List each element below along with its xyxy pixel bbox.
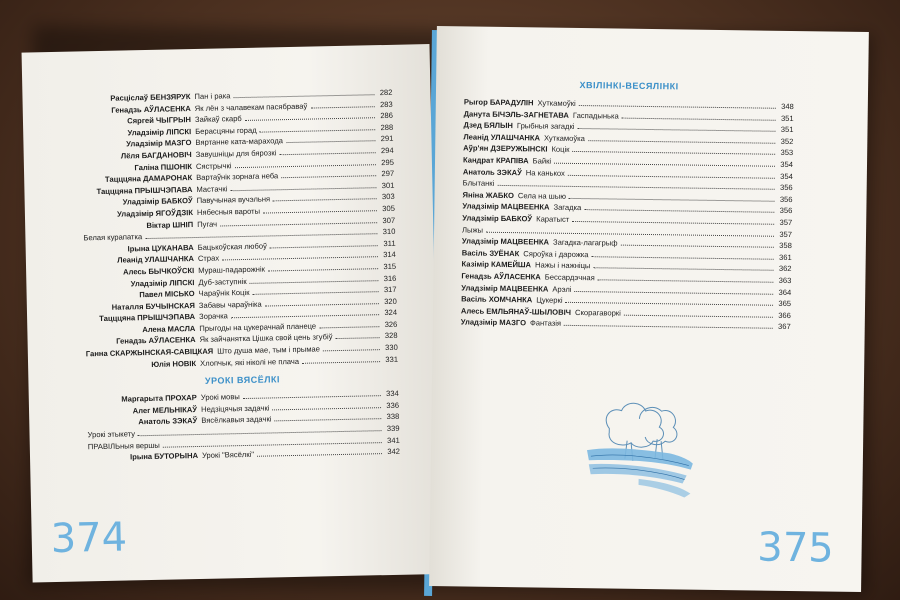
toc-author: Уладзімір ЯГОЎДЗІК — [116, 207, 194, 219]
toc-page-number: 307 — [382, 215, 396, 225]
toc-page-number: 320 — [384, 296, 397, 306]
toc-leader-dots — [566, 302, 774, 306]
toc-leader-dots — [336, 338, 380, 340]
toc-author: Тацццяна ДАМАРОНАК — [104, 173, 193, 185]
toc-author: Казімір КАМЕЙША — [461, 259, 532, 270]
toc-title: Што душа мае, тым і прымае — [217, 344, 321, 356]
toc-leader-dots — [310, 106, 374, 108]
toc-leader-dots — [588, 140, 775, 144]
toc-page-number: 351 — [780, 125, 794, 135]
toc-title: Загадка-лагагрыф — [552, 237, 618, 248]
toc-page-number: 354 — [780, 159, 794, 169]
toc-page-number: 338 — [386, 412, 400, 422]
toc-page-number: 303 — [381, 192, 395, 202]
toc-author: Анатоль ЗЭКАЎ — [138, 416, 198, 427]
toc-leader-dots — [497, 185, 774, 190]
toc-title: Як зайчанятка Цішка свой цень згубіў — [199, 332, 333, 345]
toc-title: Мастачкі — [196, 184, 228, 194]
toc-title: Цукеркі — [536, 295, 563, 305]
toc-page-number: 282 — [379, 87, 393, 98]
toc-author: Леанід УЛАШЧАНКА — [463, 132, 541, 143]
toc-page-number: 339 — [386, 423, 400, 434]
toc-author: Генадзь АЎЛАСЕНКА — [111, 103, 191, 115]
toc-author: Аўр'ян ДЗЕРУЖЫНСКІ — [463, 143, 548, 154]
toc-leader-dots — [274, 419, 381, 422]
toc-author: Наталля БУЧЫНСКАЯ — [111, 300, 195, 312]
toc-leader-dots — [231, 314, 379, 318]
toc-title: Хуткамоўкі — [537, 98, 576, 108]
toc-author: Анатоль ЗЭКАЎ — [462, 166, 522, 177]
toc-title: Бессардэчная — [544, 272, 595, 283]
toc-title: Вартаўнік зорнага неба — [196, 171, 279, 183]
toc-page-number: 286 — [380, 111, 394, 121]
toc-title: Байкі — [532, 156, 552, 166]
toc-page-number: 356 — [779, 194, 793, 204]
left-toc — [80, 87, 400, 464]
toc-title: Павучыная вучэльня — [196, 194, 271, 206]
toc-author: Васіль ХОМЧАНКА — [461, 294, 533, 305]
toc-page-number: 356 — [779, 206, 793, 216]
toc-author: Лёля БАГДАНОВІЧ — [120, 150, 192, 161]
toc-author: Рыгор БАРАДУЛІН — [463, 97, 534, 108]
toc-title: Каратыст — [536, 214, 570, 224]
toc-title: Зорачка — [199, 311, 228, 322]
toc-page-number: 310 — [382, 226, 396, 237]
toc-title: Мураш-падарожнік — [198, 264, 266, 275]
toc-page-number: 358 — [779, 240, 792, 251]
right-toc — [461, 78, 794, 332]
toc-page-number: 297 — [381, 168, 395, 179]
toc-author: Маргарыта ПРОХАР — [121, 393, 197, 404]
toc-leader-dots — [593, 268, 773, 272]
toc-page-number: 353 — [780, 148, 794, 158]
toc-title: Чараўнік Коцік — [198, 287, 250, 299]
toc-author: Алесь ЕМЛЬЯНАЎ-ШЫЛОВІЧ — [460, 306, 572, 317]
toc-leader-dots — [323, 349, 380, 351]
toc-author: Галіна ПШОНІК — [134, 161, 193, 172]
toc-page-number: 315 — [383, 261, 397, 271]
toc-leader-dots — [622, 117, 776, 120]
toc-author: Алесь БЫЧКОЎСКІ — [122, 265, 195, 277]
toc-page-number: 314 — [383, 250, 396, 260]
toc-author: Уладзімір ЛІПСКІ — [130, 277, 195, 288]
toc-title: Фантазія — [529, 318, 562, 329]
toc-title: Лыжы — [462, 224, 484, 235]
toc-author: Алег МЕЛЬНІКАЎ — [132, 404, 198, 416]
toc-leader-dots — [222, 256, 378, 260]
toc-page-number: 367 — [778, 322, 791, 332]
toc-title: Загадка — [553, 203, 582, 213]
toc-page-number: 305 — [382, 203, 395, 214]
toc-title: Арэлі — [552, 284, 572, 294]
toc-leader-dots — [577, 128, 775, 132]
toc-leader-dots — [250, 280, 379, 284]
page-number-right: 375 — [756, 524, 834, 572]
toc-author: Уладзімір МАЗГО — [126, 138, 192, 149]
toc-page-number: 364 — [778, 287, 792, 297]
toc-leader-dots — [624, 314, 773, 317]
toc-title: На канькох — [525, 167, 565, 178]
toc-page-number: 334 — [385, 389, 399, 399]
toc-page-number: 291 — [380, 134, 394, 144]
toc-leader-dots — [554, 163, 775, 167]
toc-page-number: 301 — [381, 180, 395, 190]
toc-page-number: 366 — [778, 310, 791, 320]
toc-leader-dots — [260, 129, 376, 132]
left-toc-entries — [80, 87, 398, 372]
toc-title: Зайкаў скарб — [194, 114, 242, 125]
toc-title: Гаспадынька — [572, 110, 619, 121]
toc-title: Берасцяны горад — [195, 125, 257, 136]
toc-leader-dots — [598, 279, 774, 282]
toc-title: Пугач — [197, 219, 218, 229]
toc-title: Нябесныя вароты — [196, 206, 261, 217]
toc-author: Ірына ЦУКАНАВА — [127, 242, 194, 254]
toc-title: Вясёлкавыя задачкі — [201, 414, 272, 426]
toc-title: Страх — [197, 253, 220, 264]
toc-author: Дзед БЯЛЫН — [463, 120, 513, 131]
toc-author: Уладзімір ЛІПСКІ — [127, 126, 192, 138]
toc-author: Уладзімір МАЦВЕЕНКА — [461, 236, 550, 247]
toc-page-number: 361 — [778, 252, 792, 262]
toc-page-number: 362 — [778, 264, 792, 274]
toc-title: Нажы і нажніцы — [535, 260, 591, 271]
toc-leader-dots — [243, 395, 381, 399]
toc-page-number: 288 — [380, 122, 394, 132]
toc-page-number: 331 — [385, 354, 399, 364]
toc-page-number: 326 — [384, 319, 398, 329]
toc-page-number: 365 — [778, 298, 792, 309]
toc-author: Расціслаў БЕНЗЯРУК — [110, 92, 191, 103]
toc-page-number: 324 — [384, 308, 398, 318]
toc-author: Генадзь АЎЛАСЕНКА — [461, 271, 541, 282]
toc-author: Яніна ЖАБКО — [462, 190, 515, 200]
toc-leader-dots — [574, 290, 773, 294]
toc-leader-dots — [568, 174, 775, 178]
toc-author: Данута БІЧЭЛЬ-ЗАГНЕТАВА — [463, 109, 569, 120]
toc-page-number: 330 — [385, 342, 398, 353]
toc-leader-dots — [564, 325, 773, 329]
toc-title: Прыгоды на цукерачнай планеце — [199, 321, 317, 333]
toc-author: Уладзімір МАЗГО — [460, 317, 527, 328]
toc-author: Тацццяна ПРЫШЧЭПАВА — [99, 312, 196, 324]
toc-leader-dots — [253, 291, 379, 295]
toc-author: Сяргей ЧЫГРЫН — [127, 115, 192, 126]
toc-author: Юлія НОВІК — [151, 358, 197, 369]
toc-leader-dots — [273, 199, 377, 202]
toc-leader-dots — [579, 105, 776, 109]
section-heading-uroki: УРОКІ ВЯСЁЛКІ — [204, 374, 281, 387]
right-page — [429, 26, 869, 592]
toc-title: Скорагаворкі — [575, 307, 621, 318]
toc-page-number: 341 — [386, 435, 400, 445]
toc-author: Тацццяна ПРЫШЧЭПАВА — [96, 184, 193, 196]
toc-author: Леанід УЛАШЧАНКА — [117, 254, 194, 265]
toc-page-number: 295 — [381, 157, 395, 167]
toc-title: Коцік — [551, 145, 570, 155]
toc-leader-dots — [263, 210, 377, 213]
toc-leader-dots — [230, 187, 376, 191]
toc-title: Урокі "Вясёлкі" — [201, 450, 255, 461]
toc-title: ПРАВІЛЬныя вершы — [87, 440, 160, 451]
toc-leader-dots — [286, 141, 376, 144]
left-page — [22, 44, 441, 582]
toc-page-number: 357 — [779, 229, 793, 239]
toc-page-number: 356 — [779, 182, 793, 193]
toc-author: Васіль ЗУЁНАК — [461, 248, 520, 258]
toc-leader-dots — [220, 222, 377, 226]
toc-leader-dots — [584, 209, 774, 213]
toc-leader-dots — [265, 303, 379, 306]
toc-page-number: 328 — [384, 331, 398, 341]
toc-title: Белая курапатка — [83, 232, 143, 243]
toc-leader-dots — [569, 198, 775, 202]
toc-page-number: 348 — [781, 101, 794, 112]
toc-leader-dots — [572, 221, 774, 225]
toc-leader-dots — [621, 245, 774, 248]
toc-page-number: 357 — [779, 217, 793, 227]
toc-author: Алена МАСЛА — [142, 323, 196, 335]
toc-leader-dots — [302, 361, 380, 364]
toc-author: Уладзімір МАЦВЕЕНКА — [462, 201, 550, 212]
toc-author: Уладзімір БАБКОЎ — [122, 196, 193, 207]
toc-leader-dots — [257, 453, 382, 457]
toc-author: Уладзімір БАБКОЎ — [462, 213, 533, 224]
toc-author: Кандрат КРАПІВА — [462, 155, 529, 166]
toc-author: Уладзімір МАЦВЕЕНКА — [461, 282, 549, 294]
toc-page-number: 342 — [387, 446, 401, 457]
toc-title: Хлопчык, які ніколі не плача — [199, 356, 300, 368]
toc-title: Села на шыю — [517, 190, 567, 201]
toc-page-number: 317 — [383, 284, 397, 295]
toc-leader-dots — [279, 152, 375, 155]
toc-author: Віктар ШНІП — [146, 219, 194, 230]
toc-page-number: 283 — [379, 99, 393, 109]
toc-title: Дуб-заступнік — [198, 276, 247, 287]
toc-author: Ірына БУТОРЫНА — [129, 451, 199, 462]
toc-page-number: 354 — [780, 171, 793, 181]
toc-title: Грыбныя загадкі — [516, 121, 575, 132]
toc-title: Забавы чараўніка — [198, 299, 262, 310]
toc-title: Урокі этыкету — [87, 429, 136, 440]
toc-title: Сяроўка і дарожка — [523, 248, 589, 259]
toc-leader-dots — [572, 151, 775, 155]
left-toc-entries-bottom — [87, 388, 400, 464]
toc-title: Недзіцячыя задачкі — [200, 403, 270, 414]
toc-page-number: 352 — [780, 136, 794, 146]
toc-title: Вяртанне ката-марахода — [195, 136, 284, 148]
toc-leader-dots — [245, 117, 375, 121]
page-number-left: 374 — [50, 514, 128, 563]
toc-author: Генадзь АЎЛАСЕНКА — [116, 335, 196, 347]
toc-leader-dots — [268, 268, 378, 271]
toc-title: Урокі мовы — [200, 392, 240, 403]
toc-leader-dots — [272, 407, 381, 410]
toc-author: Павел МІСЬКО — [139, 289, 195, 300]
toc-leader-dots — [281, 175, 376, 178]
toc-leader-dots — [592, 256, 774, 260]
toc-title: Блытанкі — [462, 178, 495, 189]
toc-leader-dots — [235, 164, 376, 168]
toc-author: Ганна СКАРЖЫНСКАЯ-САВІЦКАЯ — [85, 346, 214, 359]
toc-leader-dots — [270, 245, 378, 248]
section-heading-khvilinki: ХВІЛІНКІ-ВЕСЯЛІНКІ — [579, 80, 679, 92]
toc-title: Бацькоўская любоў — [197, 241, 267, 252]
tree-river-sketch-icon — [578, 388, 700, 500]
toc-page-number: 316 — [383, 273, 397, 283]
toc-leader-dots — [233, 94, 374, 98]
right-toc-entries — [461, 96, 794, 332]
toc-title: Пан і рака — [194, 91, 231, 101]
toc-title: Сястрычкі — [195, 160, 232, 171]
toc-title: Хуткамоўка — [543, 133, 585, 143]
toc-title: Завушніцы для бярозкі — [195, 148, 277, 159]
toc-leader-dots — [319, 326, 379, 328]
toc-title: Як лён з чалавекам пасябраваў — [194, 101, 308, 113]
toc-page-number: 311 — [383, 238, 396, 248]
toc-page-number: 336 — [386, 400, 400, 410]
toc-page-number: 351 — [780, 113, 794, 123]
toc-page-number: 363 — [778, 275, 792, 285]
toc-page-number: 294 — [380, 145, 394, 156]
